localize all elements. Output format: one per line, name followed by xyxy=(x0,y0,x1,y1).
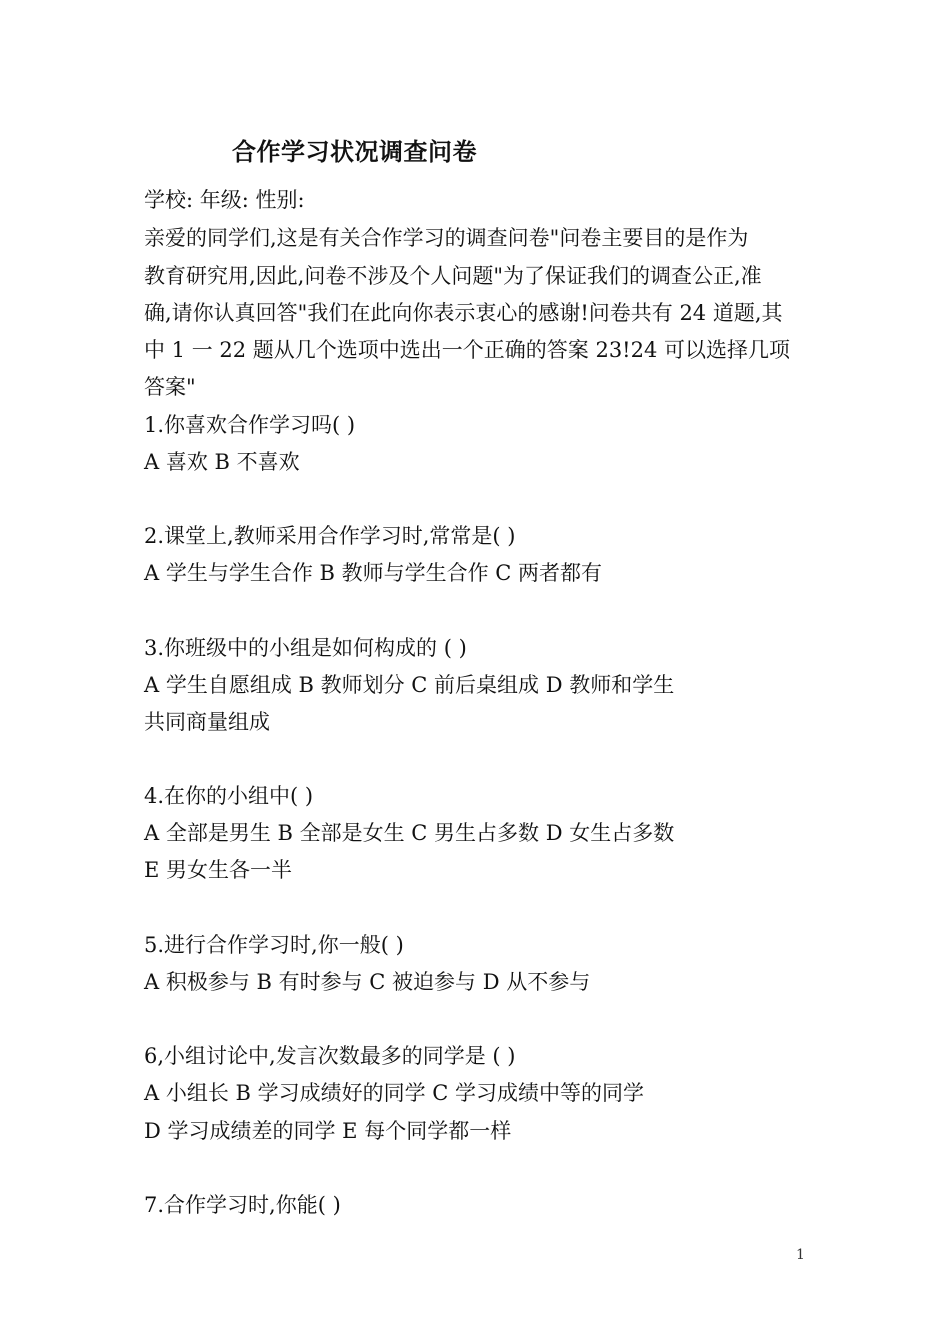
question-4-options: A 全部是男生 B 全部是女生 C 男生占多数 D 女生占多数 xyxy=(144,821,675,845)
question-1: 1.你喜欢合作学习吗( ) xyxy=(144,413,356,437)
question-2-options: A 学生与学生合作 B 教师与学生合作 C 两者都有 xyxy=(144,561,603,585)
question-7: 7.合作学习时,你能( ) xyxy=(144,1193,341,1217)
question-3-options-cont: 共同商量组成 xyxy=(144,710,270,734)
question-6: 6,小组讨论中,发言次数最多的同学是 ( ) xyxy=(144,1044,516,1068)
intro-line: 答案" xyxy=(144,375,196,399)
intro-line: 亲爱的同学们,这是有关合作学习的调查问卷"问卷主要目的是作为 xyxy=(144,226,749,250)
question-6-options-cont: D 学习成绩差的同学 E 每个同学都一样 xyxy=(144,1119,512,1143)
intro-line: 确,请你认真回答"我们在此向你表示衷心的感谢!问卷共有 24 道题,其 xyxy=(144,301,783,325)
question-4-options-cont: E 男女生各一半 xyxy=(144,858,293,882)
document-title: 合作学习状况调查问卷 xyxy=(232,137,477,166)
question-4: 4.在你的小组中( ) xyxy=(144,784,314,808)
question-3-options: A 学生自愿组成 B 教师划分 C 前后桌组成 D 教师和学生 xyxy=(144,673,675,697)
intro-line: 教育研究用,因此,问卷不涉及个人问题"为了保证我们的调查公正,准 xyxy=(144,264,762,288)
question-6-options: A 小组长 B 学习成绩好的同学 C 学习成绩中等的同学 xyxy=(144,1081,645,1105)
page-number: 1 xyxy=(796,1247,805,1263)
question-2: 2.课堂上,教师采用合作学习时,常常是( ) xyxy=(144,524,516,548)
header-fields: 学校: 年级: 性别: xyxy=(144,188,305,212)
question-5: 5.进行合作学习时,你一般( ) xyxy=(144,933,404,957)
question-1-options: A 喜欢 B 不喜欢 xyxy=(144,450,300,474)
intro-line: 中 1 一 22 题从几个选项中选出一个正确的答案 23!24 可以选择几项 xyxy=(144,338,791,362)
question-5-options: A 积极参与 B 有时参与 C 被迫参与 D 从不参与 xyxy=(144,970,591,994)
question-3: 3.你班级中的小组是如何构成的 ( ) xyxy=(144,636,467,660)
